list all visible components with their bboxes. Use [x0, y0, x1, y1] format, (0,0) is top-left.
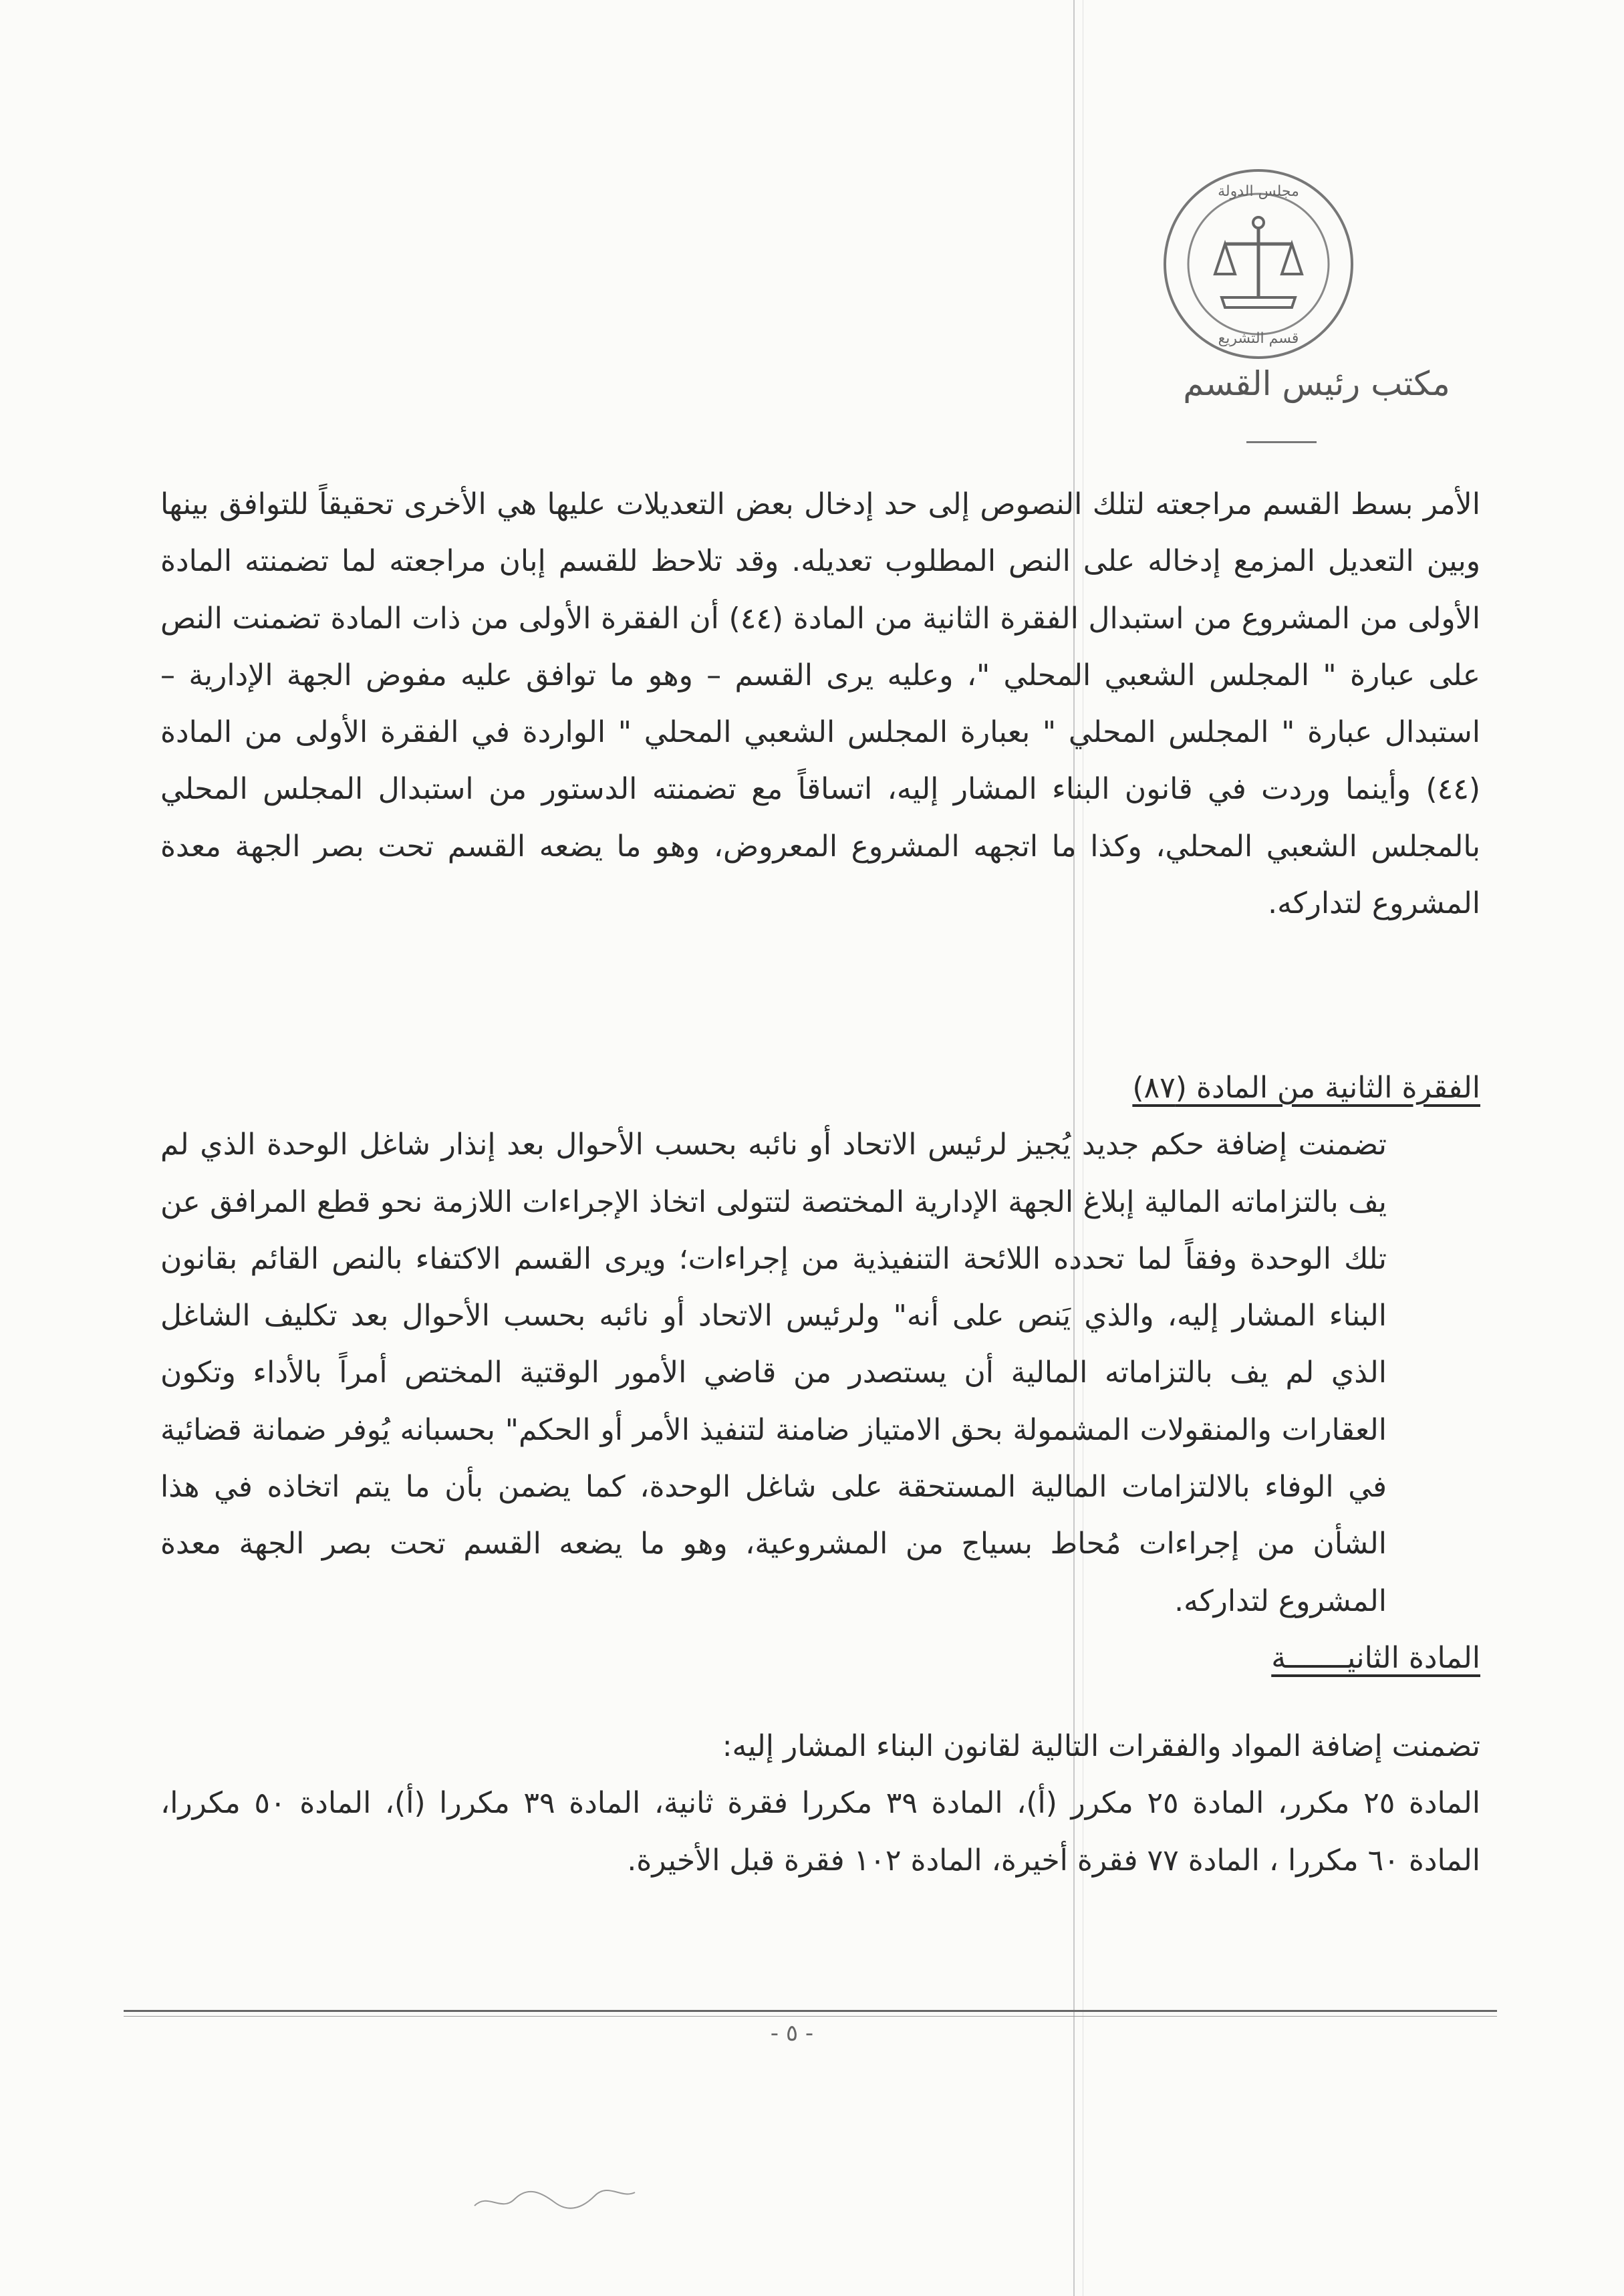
paragraph-2: تضمنت إضافة حكم جديد يُجيز لرئيس الاتحاد أو نائبه بحسب الأحوال بعد إنذار شاغل الوحدة الذي لم يف بالتزاماته المالية إبلاغ الجهة الإدارية المختصة لتتولى اتخاذ الإجراءات اللازمة نحو قطع المرافق عن تلك الوحدة وفقاً لما تحدده اللائحة التنفيذية من إجراءات؛ ويرى القسم الاكتفاء بالنص القائم بقانون البناء المشار إليه، والذي يَنص على أنه" ولرئيس الاتحاد أو نائبه بحسب الأحوال بعد تكليف الشاغل الذي لم يف بالتزاماته المالية أن يستصدر من قاضي الأمور الوقتية المختص أمراً بالأداء وتكون العقارات والمنقولات المشمولة بحق الامتياز ضامنة لتنفيذ الأمر أو الحكم" بحسبانه يُوفر ضمانة قضائية في الوفاء بالالتزامات المالية المستحقة على شاغل الوحدة، كما يضمن بأن ما يتم اتخاذه في هذا الشأن من إجراءات مُحاط بسياج من المشروعية، وهو ما يضعه القسم تحت بصر الجهة معدة المشروع لتداركه. — [160, 1128, 1387, 1618]
svg-text:مجلس الدولة: مجلس الدولة — [1218, 183, 1299, 200]
footer-rule-thin — [124, 2016, 1497, 2017]
footer-rule — [124, 2010, 1497, 2012]
office-underline — [1246, 441, 1317, 443]
office-label: مكتب رئيس القسم — [1183, 364, 1450, 403]
section-second-article — [160, 1718, 1480, 1889]
heading-second-article: المادة الثانيـــــــة — [1271, 1640, 1480, 1675]
heading-article-87-para2: الفقرة الثانية من المادة (٨٧) — [1132, 1071, 1480, 1105]
page-number: - ٥ - — [770, 2020, 814, 2047]
section-article-87 — [160, 1059, 1480, 1686]
paragraph-3-list: المادة ٢٥ مكرر، المادة ٢٥ مكرر (أ)، المادة ٣٩ مكررا فقرة ثانية، المادة ٣٩ مكررا (أ)، المادة ٥٠ مكررا، المادة ٦٠ مكررا ، المادة ٧٧ فقرة أخيرة، المادة ١٠٢ فقرة قبل الأخيرة. — [160, 1786, 1480, 1878]
paragraph-3-intro: تضمنت إضافة المواد والفقرات التالية لقانون البناء المشار إليه: — [722, 1729, 1480, 1763]
paragraph-1: الأمر بسط القسم مراجعته لتلك النصوص إلى حد إدخال بعض التعديلات عليها هي الأخرى تحقيقاً للتوافق بينها وبين التعديل المزمع إدخاله على النص المطلوب تعديله. وقد تلاحظ للقسم إبان مراجعته لما تضمنته المادة الأولى من المشروع من استبدال الفقرة الثانية من المادة (٤٤) أن الفقرة الأولى من ذات المادة تضمنت النص على عبارة " المجلس الشعبي المحلي "، وعليه يرى القسم – وهو ما توافق عليه مفوض الجهة الإدارية – استبدال عبارة " المجلس المحلي " بعبارة المجلس الشعبي المحلي " الواردة في الفقرة الأولى من المادة (٤٤) وأينما وردت في قانون البناء المشار إليه، اتساقاً مع تضمنته الدستور من استبدال المجلس المحلي بالمجلس الشعبي المحلي، وكذا ما اتجهه المشروع المعروض، وهو ما يضعه القسم تحت بصر الجهة معدة المشروع لتداركه. — [160, 487, 1481, 921]
handwritten-initials-icon — [468, 2179, 642, 2219]
svg-text:قسم التشريع: قسم التشريع — [1218, 330, 1299, 347]
seal-stamp-icon — [1158, 164, 1359, 364]
